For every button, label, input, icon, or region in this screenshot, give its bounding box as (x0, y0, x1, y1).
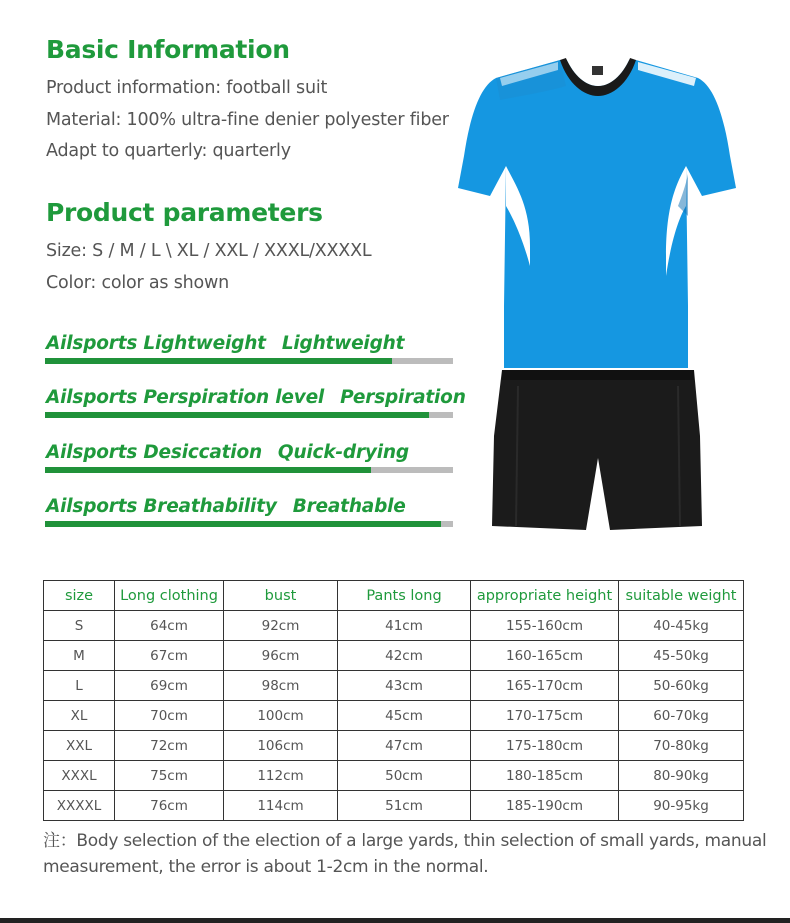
cell-weight: 60-70kg (619, 701, 744, 731)
cell-height: 160-165cm (471, 641, 619, 671)
cell-bust: 114cm (224, 791, 338, 821)
feature-desiccation (45, 442, 453, 482)
jersey (458, 58, 736, 368)
cell-weight: 45-50kg (619, 641, 744, 671)
color-line: Color: color as shown (46, 273, 230, 293)
table-row (44, 611, 744, 641)
feature-label: Ailsports Perspiration level Perspiration (46, 387, 466, 408)
cell-size: XXXL (44, 761, 115, 791)
cell-weight: 40-45kg (619, 611, 744, 641)
cell-weight: 80-90kg (619, 761, 744, 791)
season-line: Adapt to quarterly: quarterly (46, 141, 291, 161)
cell-height: 175-180cm (471, 731, 619, 761)
cell-bust: 92cm (224, 611, 338, 641)
feature-bar-fill (45, 467, 371, 473)
shorts (492, 370, 702, 530)
cell-size: XL (44, 701, 115, 731)
cell-bust: 98cm (224, 671, 338, 701)
cell-height: 180-185cm (471, 761, 619, 791)
cell-long-clothing: 70cm (115, 701, 224, 731)
cell-weight: 90-95kg (619, 791, 744, 821)
feature-perspiration (45, 387, 466, 427)
header-suitable-weight: suitable weight (619, 581, 744, 611)
product-info-line: Product information: football suit (46, 78, 328, 98)
size-chart-table (43, 580, 744, 821)
table-row (44, 761, 744, 791)
cell-pants-long: 43cm (338, 671, 471, 701)
cell-bust: 106cm (224, 731, 338, 761)
cell-pants-long: 41cm (338, 611, 471, 641)
feature-bar-fill (45, 358, 392, 364)
cell-long-clothing: 72cm (115, 731, 224, 761)
feature-label: Ailsports Desiccation Quick-drying (46, 442, 409, 463)
feature-bar-track (45, 412, 453, 418)
measurement-note: 注：Body selection of the election of a large yards, thin selection of small yards, manual measurement, the error is about 1-2cm in the normal. (43, 831, 767, 877)
feature-bar-fill (45, 521, 441, 527)
table-header-row (44, 581, 744, 611)
feature-label: Ailsports Lightweight Lightweight (46, 333, 405, 354)
cell-size: M (44, 641, 115, 671)
cell-long-clothing: 64cm (115, 611, 224, 641)
cell-height: 155-160cm (471, 611, 619, 641)
table-row (44, 671, 744, 701)
material-line: Material: 100% ultra-fine denier polyester fiber (46, 110, 449, 130)
cell-height: 170-175cm (471, 701, 619, 731)
table-row (44, 791, 744, 821)
feature-bar-track (45, 521, 453, 527)
cell-long-clothing: 76cm (115, 791, 224, 821)
cell-size: XXL (44, 731, 115, 761)
feature-lightweight (45, 333, 453, 373)
header-appropriate-height: appropriate height (471, 581, 619, 611)
basic-information-title: Basic Information (46, 35, 290, 64)
cell-size: S (44, 611, 115, 641)
feature-label: Ailsports Breathability Breathable (46, 496, 406, 517)
table-row (44, 641, 744, 671)
cell-height: 185-190cm (471, 791, 619, 821)
football-suit-image (456, 56, 740, 534)
feature-breathability (45, 496, 453, 536)
feature-bar-fill (45, 412, 429, 418)
cell-bust: 100cm (224, 701, 338, 731)
cell-pants-long: 51cm (338, 791, 471, 821)
table-row (44, 701, 744, 731)
cell-long-clothing: 75cm (115, 761, 224, 791)
cell-long-clothing: 67cm (115, 641, 224, 671)
feature-bar-track (45, 358, 453, 364)
header-bust: bust (224, 581, 338, 611)
cell-height: 165-170cm (471, 671, 619, 701)
feature-bar-track (45, 467, 453, 473)
cell-pants-long: 45cm (338, 701, 471, 731)
header-pants-long: Pants long (338, 581, 471, 611)
cell-pants-long: 50cm (338, 761, 471, 791)
cell-pants-long: 47cm (338, 731, 471, 761)
header-size: size (44, 581, 115, 611)
cell-size: XXXXL (44, 791, 115, 821)
table-row (44, 731, 744, 761)
size-line: Size: S / M / L \ XL / XXL / XXXL/XXXXL (46, 241, 372, 261)
cell-bust: 112cm (224, 761, 338, 791)
cell-pants-long: 42cm (338, 641, 471, 671)
bottom-divider (0, 918, 790, 923)
cell-weight: 70-80kg (619, 731, 744, 761)
cell-bust: 96cm (224, 641, 338, 671)
cell-weight: 50-60kg (619, 671, 744, 701)
product-parameters-title: Product parameters (46, 198, 323, 227)
cell-size: L (44, 671, 115, 701)
header-long-clothing: Long clothing (115, 581, 224, 611)
cell-long-clothing: 69cm (115, 671, 224, 701)
